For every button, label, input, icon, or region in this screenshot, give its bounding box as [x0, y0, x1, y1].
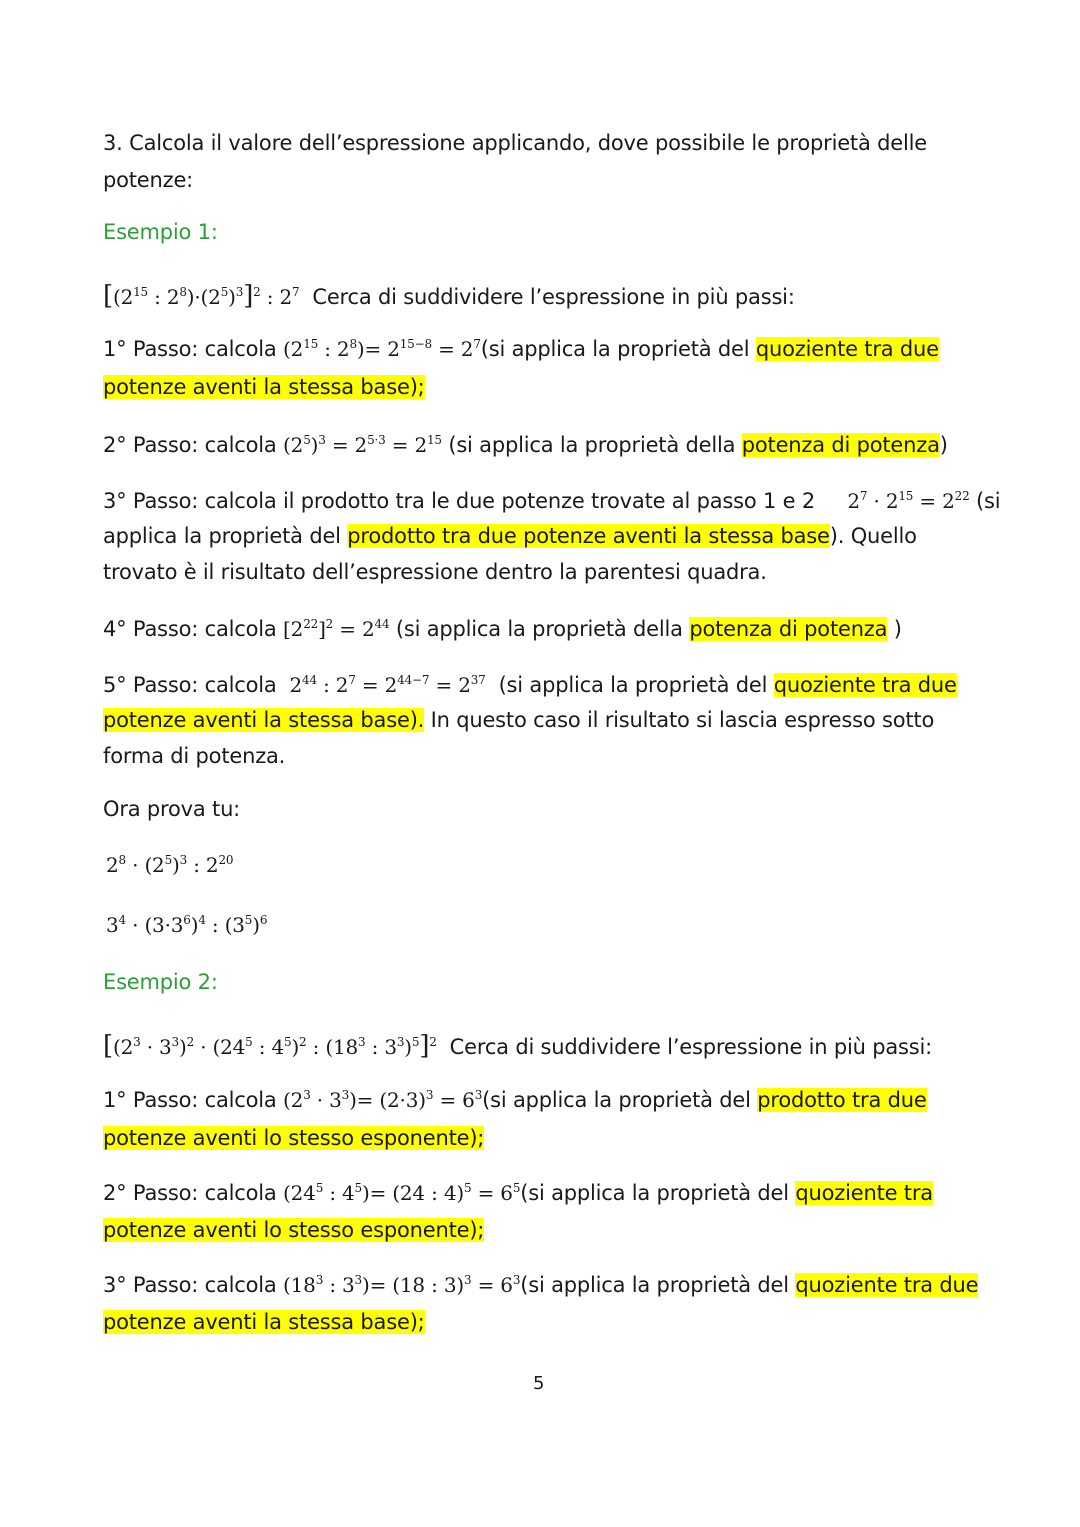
example2-step2: 2° Passo: calcola ($24^5$ : $4^5)= (24$ : $4)^5 = 6^5(si$ applica la proprietà del quoziente tra	[103, 1181, 933, 1205]
highlight-power-of-power-2: potenza di potenza	[689, 617, 888, 641]
example2-intro: Cerca di suddividere l’espressione in più passi:	[449, 1035, 933, 1059]
example2-step2-cont: potenze aventi lo stesso esponente);	[103, 1218, 485, 1242]
example2-step1: 1° Passo: calcola $(2^3 \cdot 3^3)= (2\cdot 3)^3 = 6^3(si$ applica la proprietà del prodotto tra due	[103, 1088, 927, 1112]
highlight-power-of-power: potenza di potenza	[741, 433, 940, 457]
example1-step1-cont: potenze aventi la stessa base);	[103, 375, 425, 399]
example2-step3: 3° Passo: calcola ($18^3$ : $3^3)= (18$ : $3)^3 = 6^3(si$ applica la proprietà del quoziente tra due	[103, 1273, 979, 1297]
try-label: Ora prova tu:	[103, 797, 241, 821]
example1-step1: 1° Passo: calcola ($2^{15}$ : $2^8)= 2^{15-8} = 2^7(si$ applica la proprietà del quoziente tra due	[103, 337, 939, 361]
ex2-step3-math: ($18^3$ : $3^3)= (18$ : $3)^3 = 6^3$	[283, 1273, 521, 1297]
example1-step2: 2° Passo: calcola $(2^5)^3 = 2^{5\cdot 3} = 2^{15}$ (si applica la proprietà della potenza di potenza)	[103, 433, 948, 457]
example2-expression-line	[103, 1031, 932, 1061]
practice-expression-2: $3^4 \cdot (3\cdot 3^6)^4$ : $(3^5)^6$	[106, 913, 268, 937]
example1-step5: 5° Passo: calcola $2^{44}$ : $2^7 = 2^{44-7} = 2^{37}$ (si applica la proprietà del quoziente tra due	[103, 673, 957, 697]
step1-math: ($2^{15}$ : $2^8)= 2^{15-8} = 2^7$	[283, 337, 481, 361]
example1-expression: [($2^{15}$ : $2^8)\cdot(2^5)^3]^2$ : $2^7$	[103, 281, 300, 311]
step2-math: $(2^5)^3 = 2^{5\cdot 3} = 2^{15}$	[283, 433, 442, 457]
example1-step5-cont: potenze aventi la stessa base). In questo caso il risultato si lascia espresso sotto	[103, 708, 935, 732]
step4-math: $[2^{22}]^2 = 2^{44}$	[283, 617, 390, 641]
exercise-title-cont: potenze:	[103, 168, 194, 192]
step5-math: $2^{44}$ : $2^7 = 2^{44-7} = 2^{37}$	[289, 673, 486, 697]
example2-step3-cont: potenze aventi la stessa base);	[103, 1310, 425, 1334]
example2-expression: [$(2^3 \cdot 3^3)^2 \cdot (24^5$ : $4^5)^2$ : ($18^3$ : $3^3)^5]^2$	[103, 1031, 437, 1061]
highlight-product: prodotto tra due potenze aventi la stessa base	[347, 524, 830, 548]
example1-step3: 3° Passo: calcola il prodotto tra le due potenze trovate al passo 1 e 2 $2^7 \cdot 2^{15} = 2^{22}$ (si	[103, 489, 1001, 513]
practice-expression-1: $2^8 \cdot (2^5)^3$ : $2^{20}$	[106, 853, 234, 877]
highlight-quotient-4: quoziente tra due	[795, 1273, 979, 1297]
highlight-product-2: prodotto tra due	[757, 1088, 927, 1112]
example2-heading: Esempio 2:	[103, 970, 218, 994]
step3-math: $2^7 \cdot 2^{15} = 2^{22}$	[847, 489, 970, 513]
page-number: 5	[533, 1373, 545, 1394]
highlight-quotient-2: quoziente tra due	[773, 673, 957, 697]
exercise-title: 3. Calcola il valore dell’espressione applicando, dove possibile le proprietà delle	[103, 131, 927, 155]
example2-step1-cont: potenze aventi lo stesso esponente);	[103, 1126, 485, 1150]
ex2-step2-math: ($24^5$ : $4^5)= (24$ : $4)^5 = 6^5$	[283, 1181, 521, 1205]
example1-step3-cont2: trovato è il risultato dell’espressione dentro la parentesi quadra.	[103, 560, 767, 584]
ex2-step1-math: $(2^3 \cdot 3^3)= (2\cdot 3)^3 = 6^3$	[283, 1088, 483, 1112]
example1-step3-cont: applica la proprietà del prodotto tra due potenze aventi la stessa base). Quello	[103, 524, 917, 548]
highlight-quotient: quoziente tra due	[755, 337, 939, 361]
example1-step4: 4° Passo: calcola $[2^{22}]^2 = 2^{44}$ (si applica la proprietà della potenza di potenza )	[103, 617, 902, 641]
example1-expression-line	[103, 281, 795, 311]
highlight-quotient-3: quoziente tra	[795, 1181, 933, 1205]
example1-intro: Cerca di suddividere l’espressione in più passi:	[312, 285, 795, 309]
example1-heading: Esempio 1:	[103, 220, 218, 244]
example1-step5-cont2: forma di potenza.	[103, 744, 286, 768]
